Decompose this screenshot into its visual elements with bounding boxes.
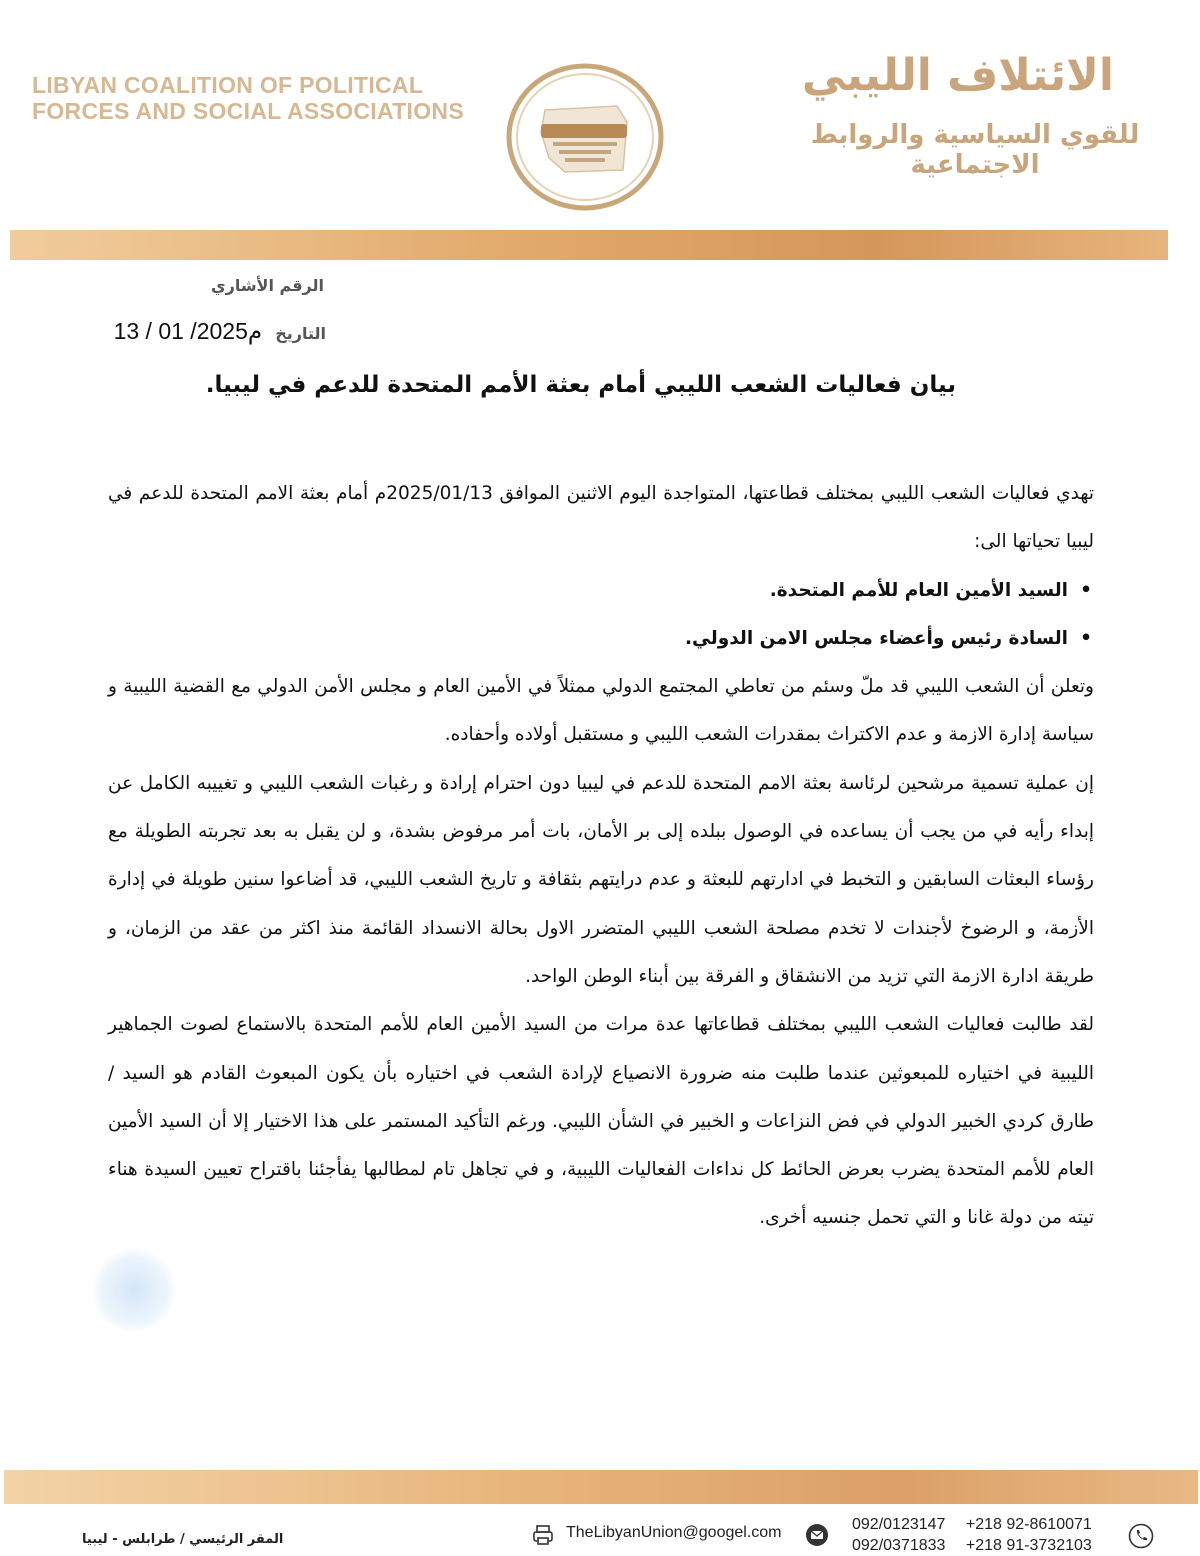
footer <box>0 1510 1200 1553</box>
body-paragraph: لقد طالبت فعاليات الشعب الليبي بمختلف قطاعاتها عدة مرات من السيد الأمين العام للأمم المتحدة بالاستماع لصوت الجماهير الليبية في اختياره للمبعوثين عندما طلبت منه ضرورة الانصياع لإرادة الشعب في اختياره بأن يكون المبعوث القادم هو السيد / طارق كردي الخبير الدولي في فض النزاعات و الخبير في الشأن الليبي. ورغم التأكيد المستمر على هذا الاختيار إلا أن السيد الأمين العام للأمم المتحدة يضرب بعرض الحائط كل نداءات الفعاليات الليبية، و في تجاهل تام لمطالبها يفأجئنا باقتراح تعيين السيدة هناء تيته من دولة غانا و التي تحمل جنسيه أخرى. <box>108 1014 1094 1229</box>
date-value: 13 / 01 /2025م <box>113 318 263 344</box>
body-paragraph: وتعلن أن الشعب الليبي قد ملّ وسئم من تعاطي المجتمع الدولي ممثلاً في الأمين العام و مجلس الأمن الدولي مع القضية الليبية و سياسة إدارة الازمة و عدم الاكتراث بمقدرات الشعب الليبي و مستقبل أولاده وأحفاده. <box>108 676 1094 746</box>
footer-divider-band <box>4 1470 1198 1504</box>
salutation-item: • السادة رئيس وأعضاء مجلس الامن الدولي. <box>108 615 1068 663</box>
salutation-item: • السيد الأمين العام للأمم المتحدة. <box>108 567 1068 615</box>
org-name-english-line2: FORCES AND SOCIAL ASSOCIATIONS <box>32 98 464 124</box>
fax-icon <box>532 1524 554 1546</box>
phones-international <box>966 1514 1092 1556</box>
phones-local <box>852 1514 945 1556</box>
footer-address: المقر الرئيسي / طرابلس - ليبيا <box>82 1532 284 1547</box>
org-subtitle-arabic: للقوي السياسية والروابط الاجتماعية <box>810 120 1140 180</box>
org-name-english-line1: LIBYAN COALITION OF POLITICAL <box>32 72 424 98</box>
org-name-arabic: الائتلاف الليبي <box>801 50 1114 101</box>
phone-number[interactable]: +218 92-8610071 <box>965 1516 1092 1533</box>
salutation-list <box>108 567 1094 664</box>
mail-icon <box>805 1523 829 1547</box>
intro-paragraph: تهدي فعاليات الشعب الليبي بمختلف قطاعتها، المتواجدة اليوم الاثنين الموافق 2025/01/13م أمام بعثة الامم المتحدة للدعم في ليبيا تحياتها الى: <box>108 483 1094 553</box>
coalition-logo <box>505 62 665 212</box>
phone-number[interactable]: 092/0371833 <box>852 1537 946 1554</box>
reference-number-label: الرقم الأشاري <box>210 276 324 295</box>
phone-number[interactable]: +218 91-3732103 <box>965 1537 1092 1554</box>
org-name-english <box>32 72 502 124</box>
date-label: التاريخ <box>275 324 326 343</box>
footer-phones <box>852 1514 1108 1556</box>
phone-number[interactable]: 092/0123147 <box>852 1516 946 1533</box>
document-title: بيان فعاليات الشعب الليبي أمام بعثة الأمم المتحدة للدعم في ليبيا. <box>205 372 956 398</box>
body-paragraph: إن عملية تسمية مرشحين لرئاسة بعثة الامم المتحدة للدعم في ليبيا دون احترام إرادة و رغبات الشعب الليبي و تغييبه الكامل عن إبداء رأيه في من يجب أن يساعده في الوصول ببلده إلى بر الأمان، بات أمر مرفوض بشدة، و لن يقبل به بعد تجربته الطويلة مع رؤساء البعثات السابقين و التخبط في ادارتهم للبعثة و عدم درايتهم بثقافة و تاريخ الشعب الليبي، قد أضاعوا سنين طويلة في إدارة الأزمة، و الرضوخ لأجندات لا تخدم مصلحة الشعب الليبي المتضرر الاول بحالة الانسداد القائمة منذ اكثر من عقد من الزمان، و طريقة ادارة الازمة التي تزيد من الانشقاق و الفرقة بين أبناء الوطن الواحد. <box>108 772 1094 987</box>
header-divider-band <box>10 230 1168 260</box>
phone-icon <box>1128 1523 1154 1549</box>
document-body <box>108 470 1094 1243</box>
footer-email[interactable]: TheLibyanUnion@googel.com <box>566 1524 782 1541</box>
date-row <box>114 318 326 345</box>
official-stamp <box>92 1248 176 1332</box>
